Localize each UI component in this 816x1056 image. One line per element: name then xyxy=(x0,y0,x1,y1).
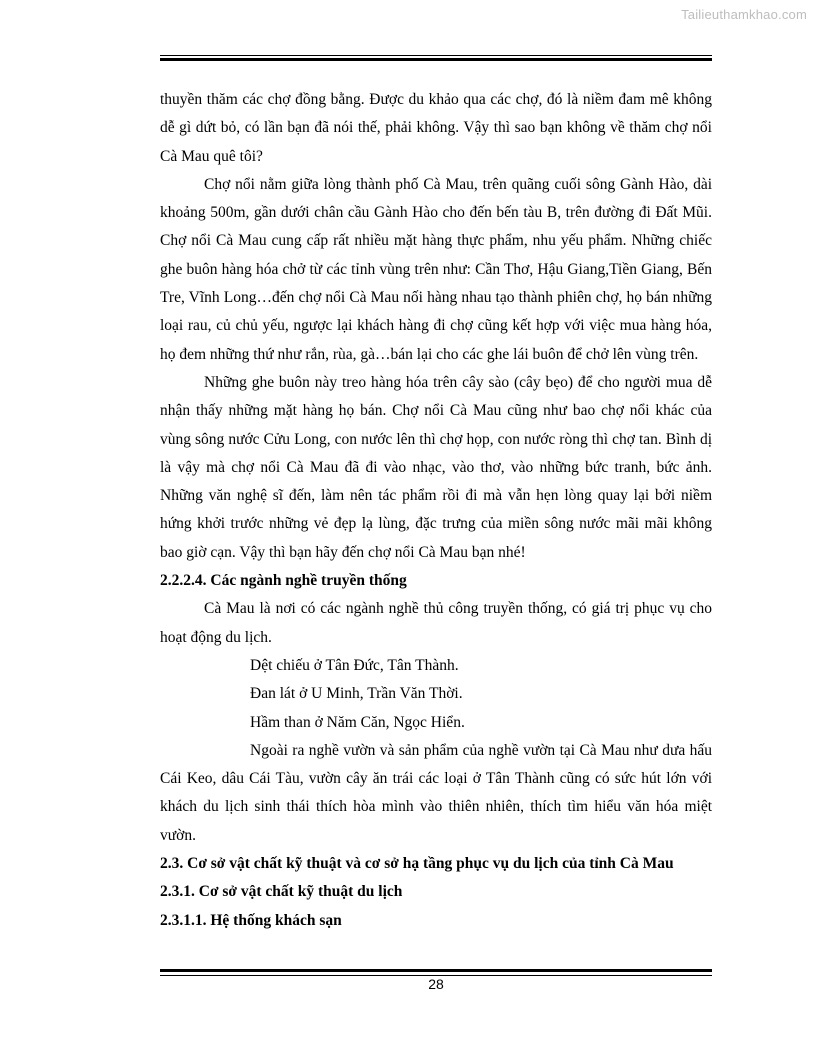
list-item-craft-2: Đan lát ở U Minh, Trần Văn Thời. xyxy=(250,685,463,703)
paragraph-continuation: thuyền thăm các chợ đồng bằng. Được du khảo qua các chợ, đó là niềm đam mê không dễ gì dứt bỏ, có lần bạn đã nói thế, phải không. Vậy thì sao bạn không về thăm chợ nổi Cà Mau quê tôi? xyxy=(160,91,712,165)
header-rule-thick xyxy=(160,58,712,61)
paragraph-floating-market-location: Chợ nổi nằm giữa lòng thành phố Cà Mau, trên quãng cuối sông Gành Hào, dài khoảng 500m, gần dưới chân cầu Gành Hào cho đến bến tàu B, trên đường đi Đất Mũi. Chợ nổi Cà Mau cung cấp rất nhiều mặt hàng thực phẩm, nhu yếu phẩm. Những chiếc ghe buôn hàng hóa chở từ các tỉnh vùng trên như: Cần Thơ, Hậu Giang,Tiền Giang, Bến Tre, Vĩnh Long…đến chợ nổi Cà Mau nối hàng nhau tạo thành phiên chợ, họ bán những loại rau, củ chủ yếu, ngược lại khách hàng đi chợ cũng kết hợp với việc mua hàng hóa, họ đem những thứ như rắn, rùa, gà…bán lại cho các ghe lái buôn để chở lên vùng trên. xyxy=(160,175,712,363)
section-heading-tourism-facilities: 2.3.1. Cơ sở vật chất kỹ thuật du lịch xyxy=(160,883,403,901)
paragraph-crafts-intro: Cà Mau là nơi có các ngành nghề thủ công truyền thống, có giá trị phục vụ cho hoạt động du lịch. xyxy=(160,600,712,646)
page-number: 28 xyxy=(428,976,444,992)
paragraph-floating-market-boats: Những ghe buôn này treo hàng hóa trên cây sào (cây bẹo) để cho người mua dễ nhận thấy những mặt hàng họ bán. Chợ nổi Cà Mau cũng như bao chợ nổi khác của vùng sông nước Cửu Long, con nước lên thì chợ họp, con nước ròng thì chợ tan. Bình dị là vậy mà chợ nổi Cà Mau đã đi vào nhạc, vào thơ, vào những bức tranh, bức ảnh. Những văn nghệ sĩ đến, làm nên tác phẩm rồi đi mà vẫn hẹn lòng quay lại bởi niềm hứng khởi trước những vẻ đẹp lạ lùng, đặc trưng của miền sông nước mãi mãi không bao giờ cạn. Vậy thì bạn hãy đến chợ nổi Cà Mau bạn nhé! xyxy=(160,373,712,561)
footer-rule-thick xyxy=(160,969,712,972)
watermark-text: Tailieuthamkhao.com xyxy=(681,7,807,22)
list-item-craft-1: Dệt chiếu ở Tân Đức, Tân Thành. xyxy=(250,656,459,674)
section-heading-infrastructure: 2.3. Cơ sở vật chất kỹ thuật và cơ sở hạ tầng phục vụ du lịch của tỉnh Cà Mau xyxy=(160,855,674,873)
section-heading-traditional-crafts: 2.2.2.4. Các ngành nghề truyền thống xyxy=(160,572,407,590)
section-heading-hotel-system: 2.3.1.1. Hệ thống khách sạn xyxy=(160,911,342,929)
paragraph-gardening: Ngoài ra nghề vườn và sản phẩm của nghề vườn tại Cà Mau như dưa hấu Cái Keo, dâu Cái Tàu, vườn cây ăn trái các loại ở Tân Thành cũng có sức hút lớn với khách du lịch sinh thái thích hòa mình vào thiên nhiên, thích tìm hiểu văn hóa miệt vườn. xyxy=(160,741,712,844)
document-body xyxy=(160,86,712,935)
list-item-craft-3: Hầm than ở Năm Căn, Ngọc Hiển. xyxy=(250,713,465,731)
header-rule-thin xyxy=(160,55,712,56)
